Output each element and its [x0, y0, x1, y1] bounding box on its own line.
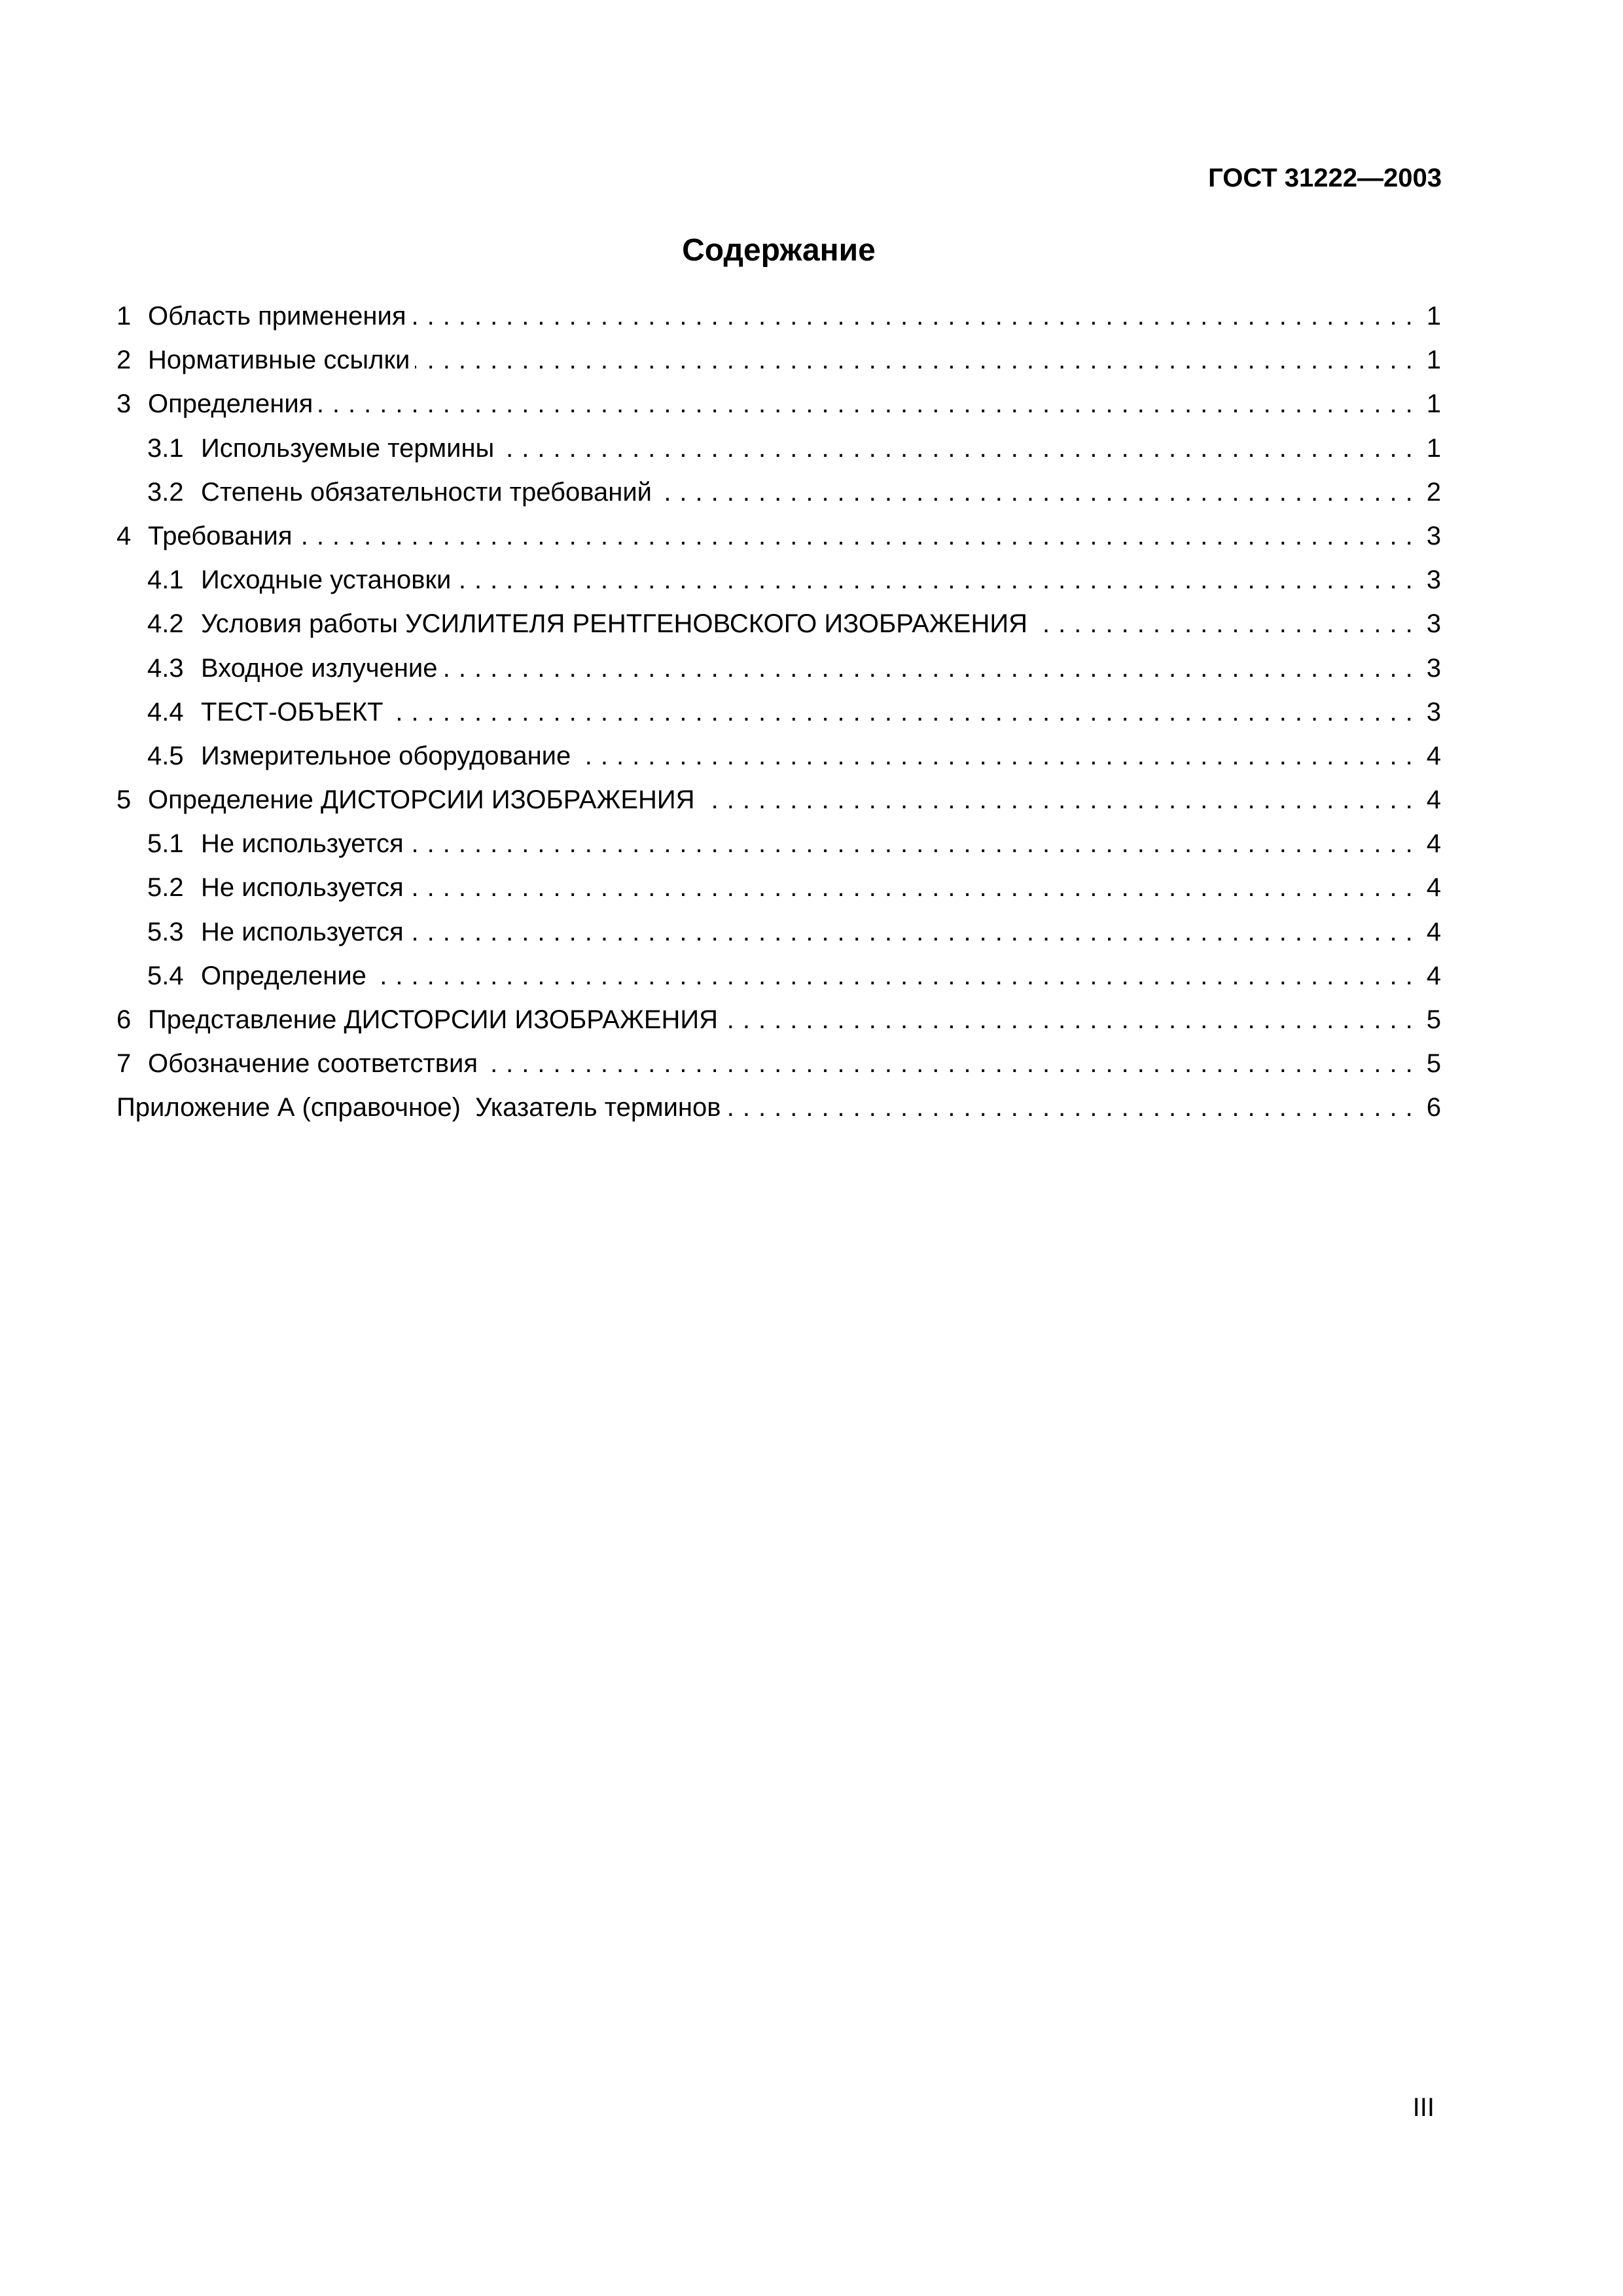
toc-entry-page: 5: [1426, 1049, 1441, 1079]
toc-entry-title: Определение ДИСТОРСИИ ИЗОБРАЖЕНИЯ: [148, 785, 695, 815]
toc-entry-3-1[interactable]: [116, 433, 1441, 476]
toc-leader-dots: [499, 433, 1421, 464]
toc-leader-dots: [483, 1048, 1421, 1079]
toc-leader-dots: [318, 388, 1421, 420]
toc-entry-title: Требования: [148, 521, 293, 550]
toc-entry-page: 1: [1426, 346, 1441, 375]
toc-entry-number: 2: [116, 346, 132, 375]
toc-entry-page: 4: [1426, 917, 1441, 946]
toc-entry-6[interactable]: [116, 1004, 1441, 1048]
toc-entry-page: 3: [1426, 521, 1441, 550]
toc-entry-number: 4.5: [147, 741, 184, 770]
toc-title: Содержание: [682, 233, 876, 268]
toc-entry-number: 3: [116, 389, 132, 419]
toc-entry-4-4[interactable]: [116, 696, 1441, 740]
toc-entry-page: 6: [1426, 1093, 1441, 1122]
toc-entry-page: 3: [1426, 697, 1441, 726]
toc-entry-title: Приложение А (справочное) Указатель терминов: [116, 1093, 721, 1122]
toc-leader-dots: [700, 784, 1421, 816]
toc-entry-page: 1: [1426, 302, 1441, 331]
toc-entry-page: 5: [1426, 1005, 1441, 1034]
toc-entry-number: 4.3: [147, 653, 184, 683]
toc-leader-dots: [456, 564, 1421, 596]
toc-leader-dots: [409, 828, 1421, 859]
toc-entry-title: Представление ДИСТОРСИИ ИЗОБРАЖЕНИЯ: [148, 1005, 719, 1034]
toc-entry-number: 5.3: [147, 917, 184, 946]
toc-entry-3[interactable]: [116, 388, 1441, 432]
toc-entry-number: 6: [116, 1005, 132, 1034]
toc-leader-dots: [1033, 608, 1421, 639]
toc-leader-dots: [298, 520, 1421, 552]
toc-entry-number: 5.4: [147, 961, 184, 990]
toc-leader-dots: [389, 696, 1421, 728]
toc-entry-number: 5: [116, 785, 132, 815]
toc-entry-title: Исходные установки: [201, 565, 452, 595]
toc-leader-dots: [443, 653, 1421, 684]
toc-leader-dots: [723, 1004, 1421, 1035]
toc-entry-number: 4: [116, 521, 132, 550]
toc-entry-title: Измерительное оборудование: [201, 741, 571, 770]
toc-entry-1[interactable]: [116, 300, 1441, 344]
toc-leader-dots: [409, 872, 1421, 903]
toc-entry-number: 5.2: [147, 873, 184, 903]
toc-leader-dots: [372, 960, 1421, 992]
toc-entry-page: 4: [1426, 873, 1441, 903]
toc-entry-3-2[interactable]: [116, 476, 1441, 520]
toc-entry-page: 4: [1426, 829, 1441, 859]
toc-entry-title: Условия работы УСИЛИТЕЛЯ РЕНТГЕНОВСКОГО ИЗОБРАЖЕНИЯ: [201, 609, 1028, 639]
table-of-contents: [116, 300, 1441, 1136]
toc-entry-title: Определения: [148, 389, 313, 419]
toc-entry-page: 1: [1426, 389, 1441, 419]
toc-entry-title: Используемые термины: [201, 433, 495, 463]
toc-entry-title: Не используется: [201, 917, 404, 946]
toc-entry-number: 3.2: [147, 477, 184, 507]
toc-entry-page: 3: [1426, 609, 1441, 639]
toc-entry-5-3[interactable]: [116, 916, 1441, 960]
toc-entry-title: Нормативные ссылки: [148, 346, 410, 375]
toc-entry-title: Область применения: [148, 302, 406, 331]
toc-entry-number: 4.2: [147, 609, 184, 639]
toc-entry-7[interactable]: [116, 1048, 1441, 1092]
toc-entry-4-2[interactable]: [116, 608, 1441, 652]
toc-entry-page: 3: [1426, 653, 1441, 683]
toc-entry-5-2[interactable]: [116, 872, 1441, 916]
toc-entry-5[interactable]: [116, 784, 1441, 828]
toc-entry-title: Не используется: [201, 873, 404, 903]
toc-entry-5-1[interactable]: [116, 828, 1441, 872]
toc-leader-dots: [576, 740, 1421, 772]
toc-entry-number: 7: [116, 1049, 132, 1079]
toc-entry-title: Не используется: [201, 829, 404, 859]
toc-entry-page: 4: [1426, 961, 1441, 990]
page-number: III: [1412, 2093, 1435, 2122]
toc-leader-dots: [409, 916, 1421, 948]
toc-entry-4-1[interactable]: [116, 564, 1441, 608]
toc-entry-number: 4.1: [147, 565, 184, 595]
toc-leader-dots: [657, 476, 1421, 508]
toc-entry-number: 1: [116, 302, 132, 331]
toc-entry-4-5[interactable]: [116, 740, 1441, 784]
toc-entry-page: 2: [1426, 477, 1441, 507]
toc-entry-title: Степень обязательности требований: [201, 477, 652, 507]
toc-entry-appendix-a[interactable]: [116, 1092, 1441, 1136]
toc-entry-title: ТЕСТ-ОБЪЕКТ: [201, 697, 383, 726]
toc-entry-4-3[interactable]: [116, 653, 1441, 696]
toc-entry-page: 4: [1426, 785, 1441, 815]
toc-entry-5-4[interactable]: [116, 960, 1441, 1004]
toc-entry-title: Определение: [201, 961, 366, 990]
toc-entry-number: 3.1: [147, 433, 184, 463]
toc-entry-title: Входное излучение: [201, 653, 438, 683]
document-code: ГОСТ 31222—2003: [1208, 164, 1442, 192]
toc-entry-4[interactable]: [116, 520, 1441, 564]
toc-leader-dots: [726, 1092, 1421, 1123]
toc-entry-page: 1: [1426, 433, 1441, 463]
toc-leader-dots: [415, 344, 1421, 376]
toc-entry-page: 4: [1426, 741, 1441, 770]
toc-entry-page: 3: [1426, 565, 1441, 595]
toc-entry-number: 5.1: [147, 829, 184, 859]
toc-entry-title: Обозначение соответствия: [148, 1049, 478, 1079]
toc-leader-dots: [412, 300, 1421, 332]
toc-entry-2[interactable]: [116, 344, 1441, 388]
toc-entry-number: 4.4: [147, 697, 184, 726]
